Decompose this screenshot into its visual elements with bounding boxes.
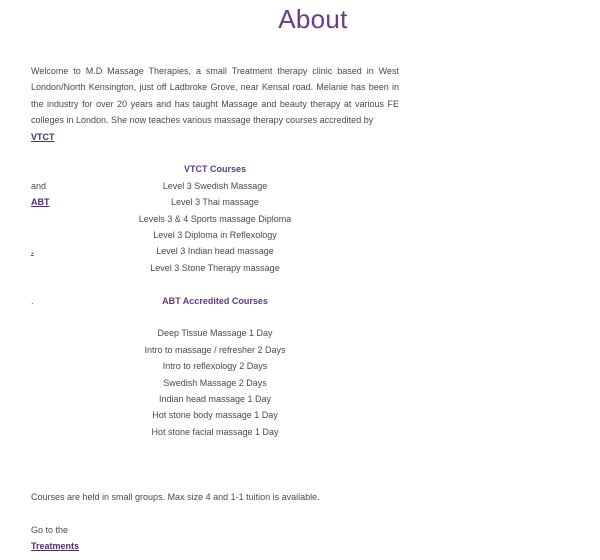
spacer [31,276,399,292]
groups-note: Courses are held in small groups. Max size 4 and 1-1 tuition is available. [31,492,320,503]
spacer [31,440,399,456]
goto-text: Go to the [31,525,69,536]
course-item: Deep Tissue Massage 1 Day [157,328,273,339]
course-row [31,194,399,210]
course-row [31,227,399,243]
vtct-link[interactable]: VTCT [31,131,55,142]
intro-paragraph [31,63,399,145]
spacer [31,456,399,472]
abt-courses-heading: ABT Accredited Courses [162,295,268,306]
page-title: About [278,4,348,34]
course-row [31,325,399,341]
dot-text: . [31,295,34,306]
course-item: Hot stone body massage 1 Day [152,410,278,421]
abt-heading-row [31,293,399,309]
course-item: Level 3 Swedish Massage [162,180,268,191]
spacer [31,309,399,325]
abt-link[interactable]: ABT [31,197,50,208]
treatments-link[interactable]: Treatments [31,541,80,552]
dot-link[interactable]: . [31,246,34,257]
spacer [31,506,399,522]
intro-text: Welcome to M.D Massage Therapies, a small Treatment therapy clinic based in West London/North Kensington, just off Ladbroke Grove, near Kensal road. Melanie has been in the industry for over 20 years and has taught Massage and beauty therapy at various FE colleges in London. She now teaches various massage therapy courses accredited by [31,66,399,126]
course-row [31,358,399,374]
course-item: Swedish Massage 2 Days [163,377,267,388]
course-row [31,375,399,391]
vtct-courses-heading: VTCT Courses [183,164,246,175]
course-row [31,211,399,227]
course-item: Intro to reflexology 2 Days [162,361,268,372]
about-content [31,63,399,555]
course-item: Levels 3 & 4 Sports massage Diploma [138,213,292,224]
course-item: Hot stone facial massage 1 Day [151,426,279,437]
course-item: Level 3 Diploma in Reflexology [153,230,277,240]
course-row [31,407,399,423]
spacer [31,473,399,489]
course-row [31,424,399,440]
course-item: Level 3 Thai massage [171,197,259,208]
course-item: Level 3 Stone Therapy massage [150,262,280,273]
course-item: Indian head massage 1 Day [158,393,272,404]
course-item: Level 3 Indian head massage [156,246,274,257]
course-row [31,178,399,194]
and-text: and [31,180,47,191]
course-row [31,260,399,276]
course-row [31,342,399,358]
course-row [31,391,399,407]
spacer [31,145,399,161]
course-item: Intro to massage / refresher 2 Days [144,344,286,355]
course-row [31,243,399,259]
